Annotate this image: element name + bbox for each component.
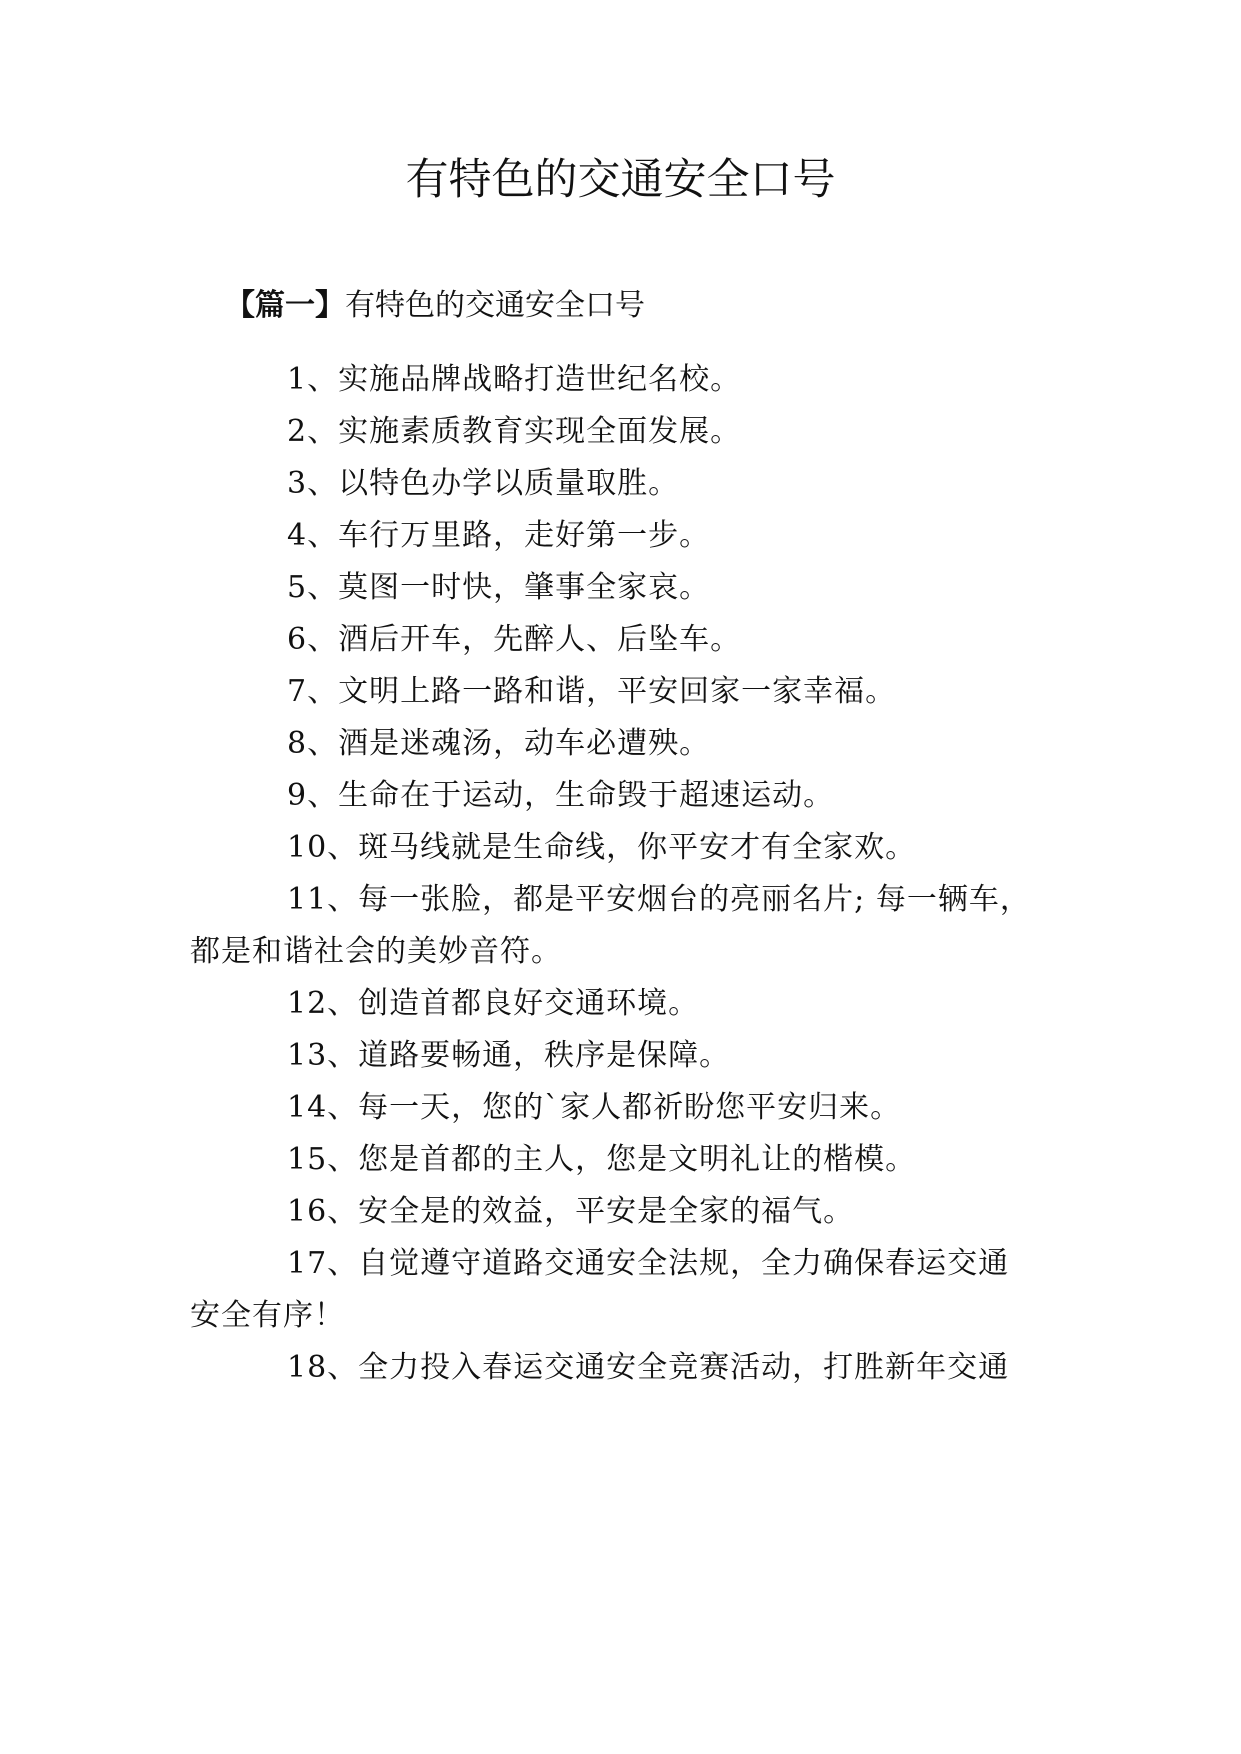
list-item-16: 16、安全是的效益，平安是全家的福气。 [287, 1194, 855, 1229]
list-item-17-continuation: 安全有序！ [190, 1298, 345, 1333]
list-item-4: 4、车行万里路，走好第一步。 [287, 518, 711, 553]
document-title: 有特色的交通安全口号 [405, 155, 836, 205]
list-item-11: 11、每一张脸，都是平安烟台的亮丽名片; 每一辆车， [287, 882, 1031, 917]
section-heading-text: 有特色的交通安全口号 [345, 288, 645, 323]
list-item-17: 17、自觉遵守道路交通安全法规，全力确保春运交通 [287, 1246, 1010, 1281]
list-item-10: 10、斑马线就是生命线，你平安才有全家欢。 [287, 830, 917, 865]
list-item-2: 2、实施素质教育实现全面发展。 [287, 414, 742, 449]
list-item-8: 8、酒是迷魂汤，动车必遭殃。 [287, 726, 711, 761]
list-item-9: 9、生命在于运动，生命毁于超速运动。 [287, 778, 835, 813]
list-item-15: 15、您是首都的主人，您是文明礼让的楷模。 [287, 1142, 917, 1177]
list-item-18: 18、全力投入春运交通安全竞赛活动，打胜新年交通 [287, 1350, 1010, 1385]
list-item-5: 5、莫图一时快，肇事全家哀。 [287, 570, 711, 605]
list-item-11-continuation: 都是和谐社会的美妙音符。 [190, 934, 562, 969]
list-item-6: 6、酒后开车，先醉人、后坠车。 [287, 622, 742, 657]
list-item-1: 1、实施品牌战略打造世纪名校。 [287, 362, 742, 397]
section-heading [225, 284, 645, 328]
section-label: 【篇一】 [225, 288, 345, 323]
list-item-13: 13、道路要畅通，秩序是保障。 [287, 1038, 731, 1073]
list-item-12: 12、创造首都良好交通环境。 [287, 986, 700, 1021]
list-item-3: 3、以特色办学以质量取胜。 [287, 466, 680, 501]
list-item-14: 14、每一天，您的`家人都祈盼您平安归来。 [287, 1090, 902, 1125]
list-item-7: 7、文明上路一路和谐，平安回家一家幸福。 [287, 674, 897, 709]
